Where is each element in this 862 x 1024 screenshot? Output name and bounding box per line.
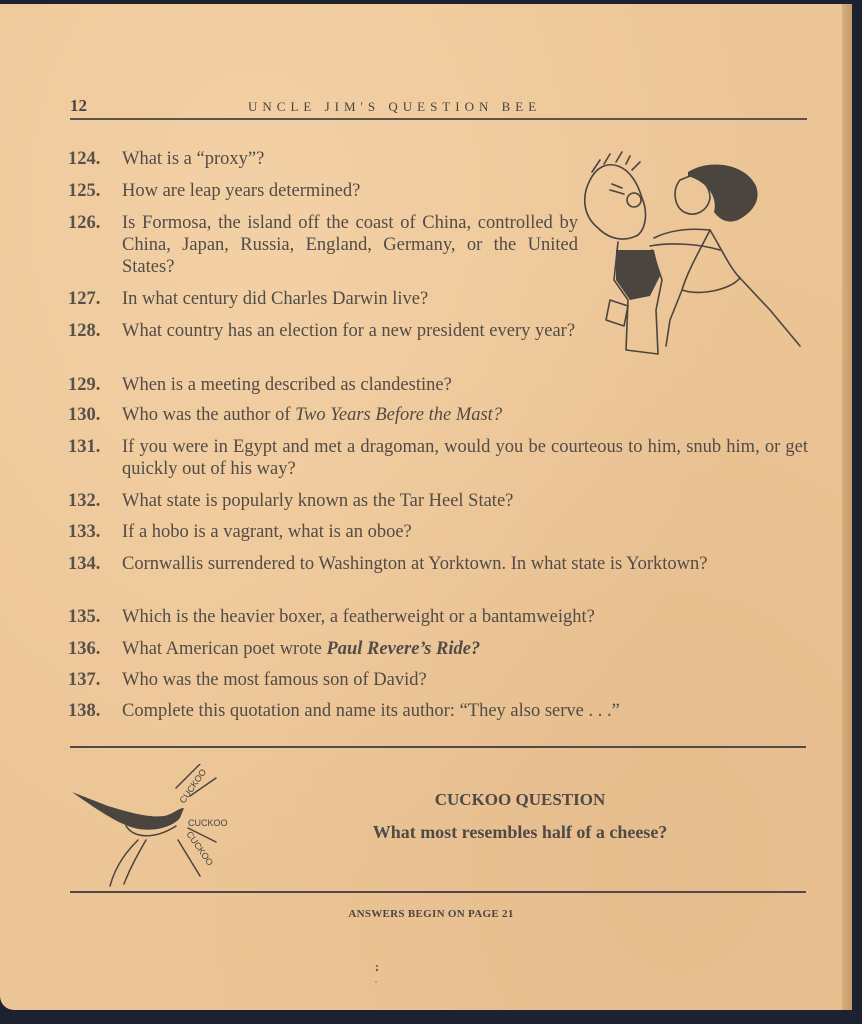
bird-body-icon	[72, 792, 184, 830]
page-number: 12	[70, 96, 87, 115]
glasses-icon	[627, 193, 641, 207]
question-text: How are leap years determined?	[122, 181, 361, 201]
question-number: 134.	[68, 554, 101, 574]
question-number: 125.	[68, 181, 101, 201]
question-number: 133.	[68, 522, 101, 542]
question-text: Complete this quotation and name its author: “They also serve . . .”	[122, 701, 620, 721]
book-page	[0, 4, 852, 1010]
question-text-plain: What American poet wrote	[122, 639, 327, 659]
question-number: 138.	[68, 701, 101, 721]
question-text-plain: Who was the author of	[122, 405, 296, 425]
man-head	[585, 165, 646, 239]
question-number: 128.	[68, 321, 101, 341]
question-number: 135.	[68, 607, 101, 627]
question-text: Who was the most famous son of David?	[122, 670, 427, 690]
question-number: 132.	[68, 491, 101, 511]
cartoon-illustration	[570, 150, 815, 362]
question-number: 130.	[68, 405, 101, 425]
answers-note: ANSWERS BEGIN ON PAGE 21	[348, 908, 514, 920]
cuckoo-question-text: What most resembles half of a cheese?	[372, 822, 668, 842]
question-text	[122, 404, 808, 426]
question-number: 131.	[68, 437, 101, 457]
question-text: What is a “proxy”?	[122, 149, 265, 169]
question-text: Is Formosa, the island off the coast of China, controlled by China, Japan, Russia, England, Germany, or the United States?	[122, 213, 578, 277]
question-text: When is a meeting described as clandestine?	[122, 375, 452, 395]
question-text: If you were in Egypt and met a dragoman, would you be courteous to him, snub him, or get quickly out of his way?	[122, 437, 808, 479]
question-text: Cornwallis surrendered to Washington at Yorktown. In what state is Yorktown?	[122, 554, 708, 574]
question-text: Which is the heavier boxer, a featherweight or a bantamweight?	[122, 607, 595, 627]
cuckoo-question-title: CUCKOO QUESTION	[434, 790, 606, 809]
bird-call-3: CUCKOO	[184, 829, 216, 868]
question-number: 124.	[68, 149, 101, 169]
section-divider-bottom	[70, 891, 806, 893]
section-divider-top	[70, 746, 806, 748]
running-head: UNCLE JIM'S QUESTION BEE	[248, 99, 542, 114]
cuckoo-bird-illustration	[68, 764, 248, 889]
question-number: 137.	[68, 670, 101, 690]
page-header	[70, 96, 807, 120]
page-edge	[842, 4, 852, 1010]
paper-specks	[372, 962, 382, 992]
book-title: Two Years Before the Mast?	[295, 405, 503, 425]
question-text	[122, 638, 808, 660]
question-text: If a hobo is a vagrant, what is an oboe?	[122, 522, 412, 542]
question-number: 126.	[68, 213, 101, 233]
bird-call-2: CUCKOO	[188, 818, 228, 828]
question-text: What country has an election for a new president every year?	[122, 321, 576, 341]
book-icon	[606, 300, 628, 326]
question-number: 127.	[68, 289, 101, 309]
bird-call-1: CUCKOO	[177, 767, 209, 806]
poem-title: Paul Revere’s Ride?	[326, 639, 481, 659]
question-number: 129.	[68, 375, 101, 395]
question-text: In what century did Charles Darwin live?	[122, 289, 429, 309]
question-number: 136.	[68, 639, 101, 659]
question-text: What state is popularly known as the Tar Heel State?	[122, 491, 514, 511]
